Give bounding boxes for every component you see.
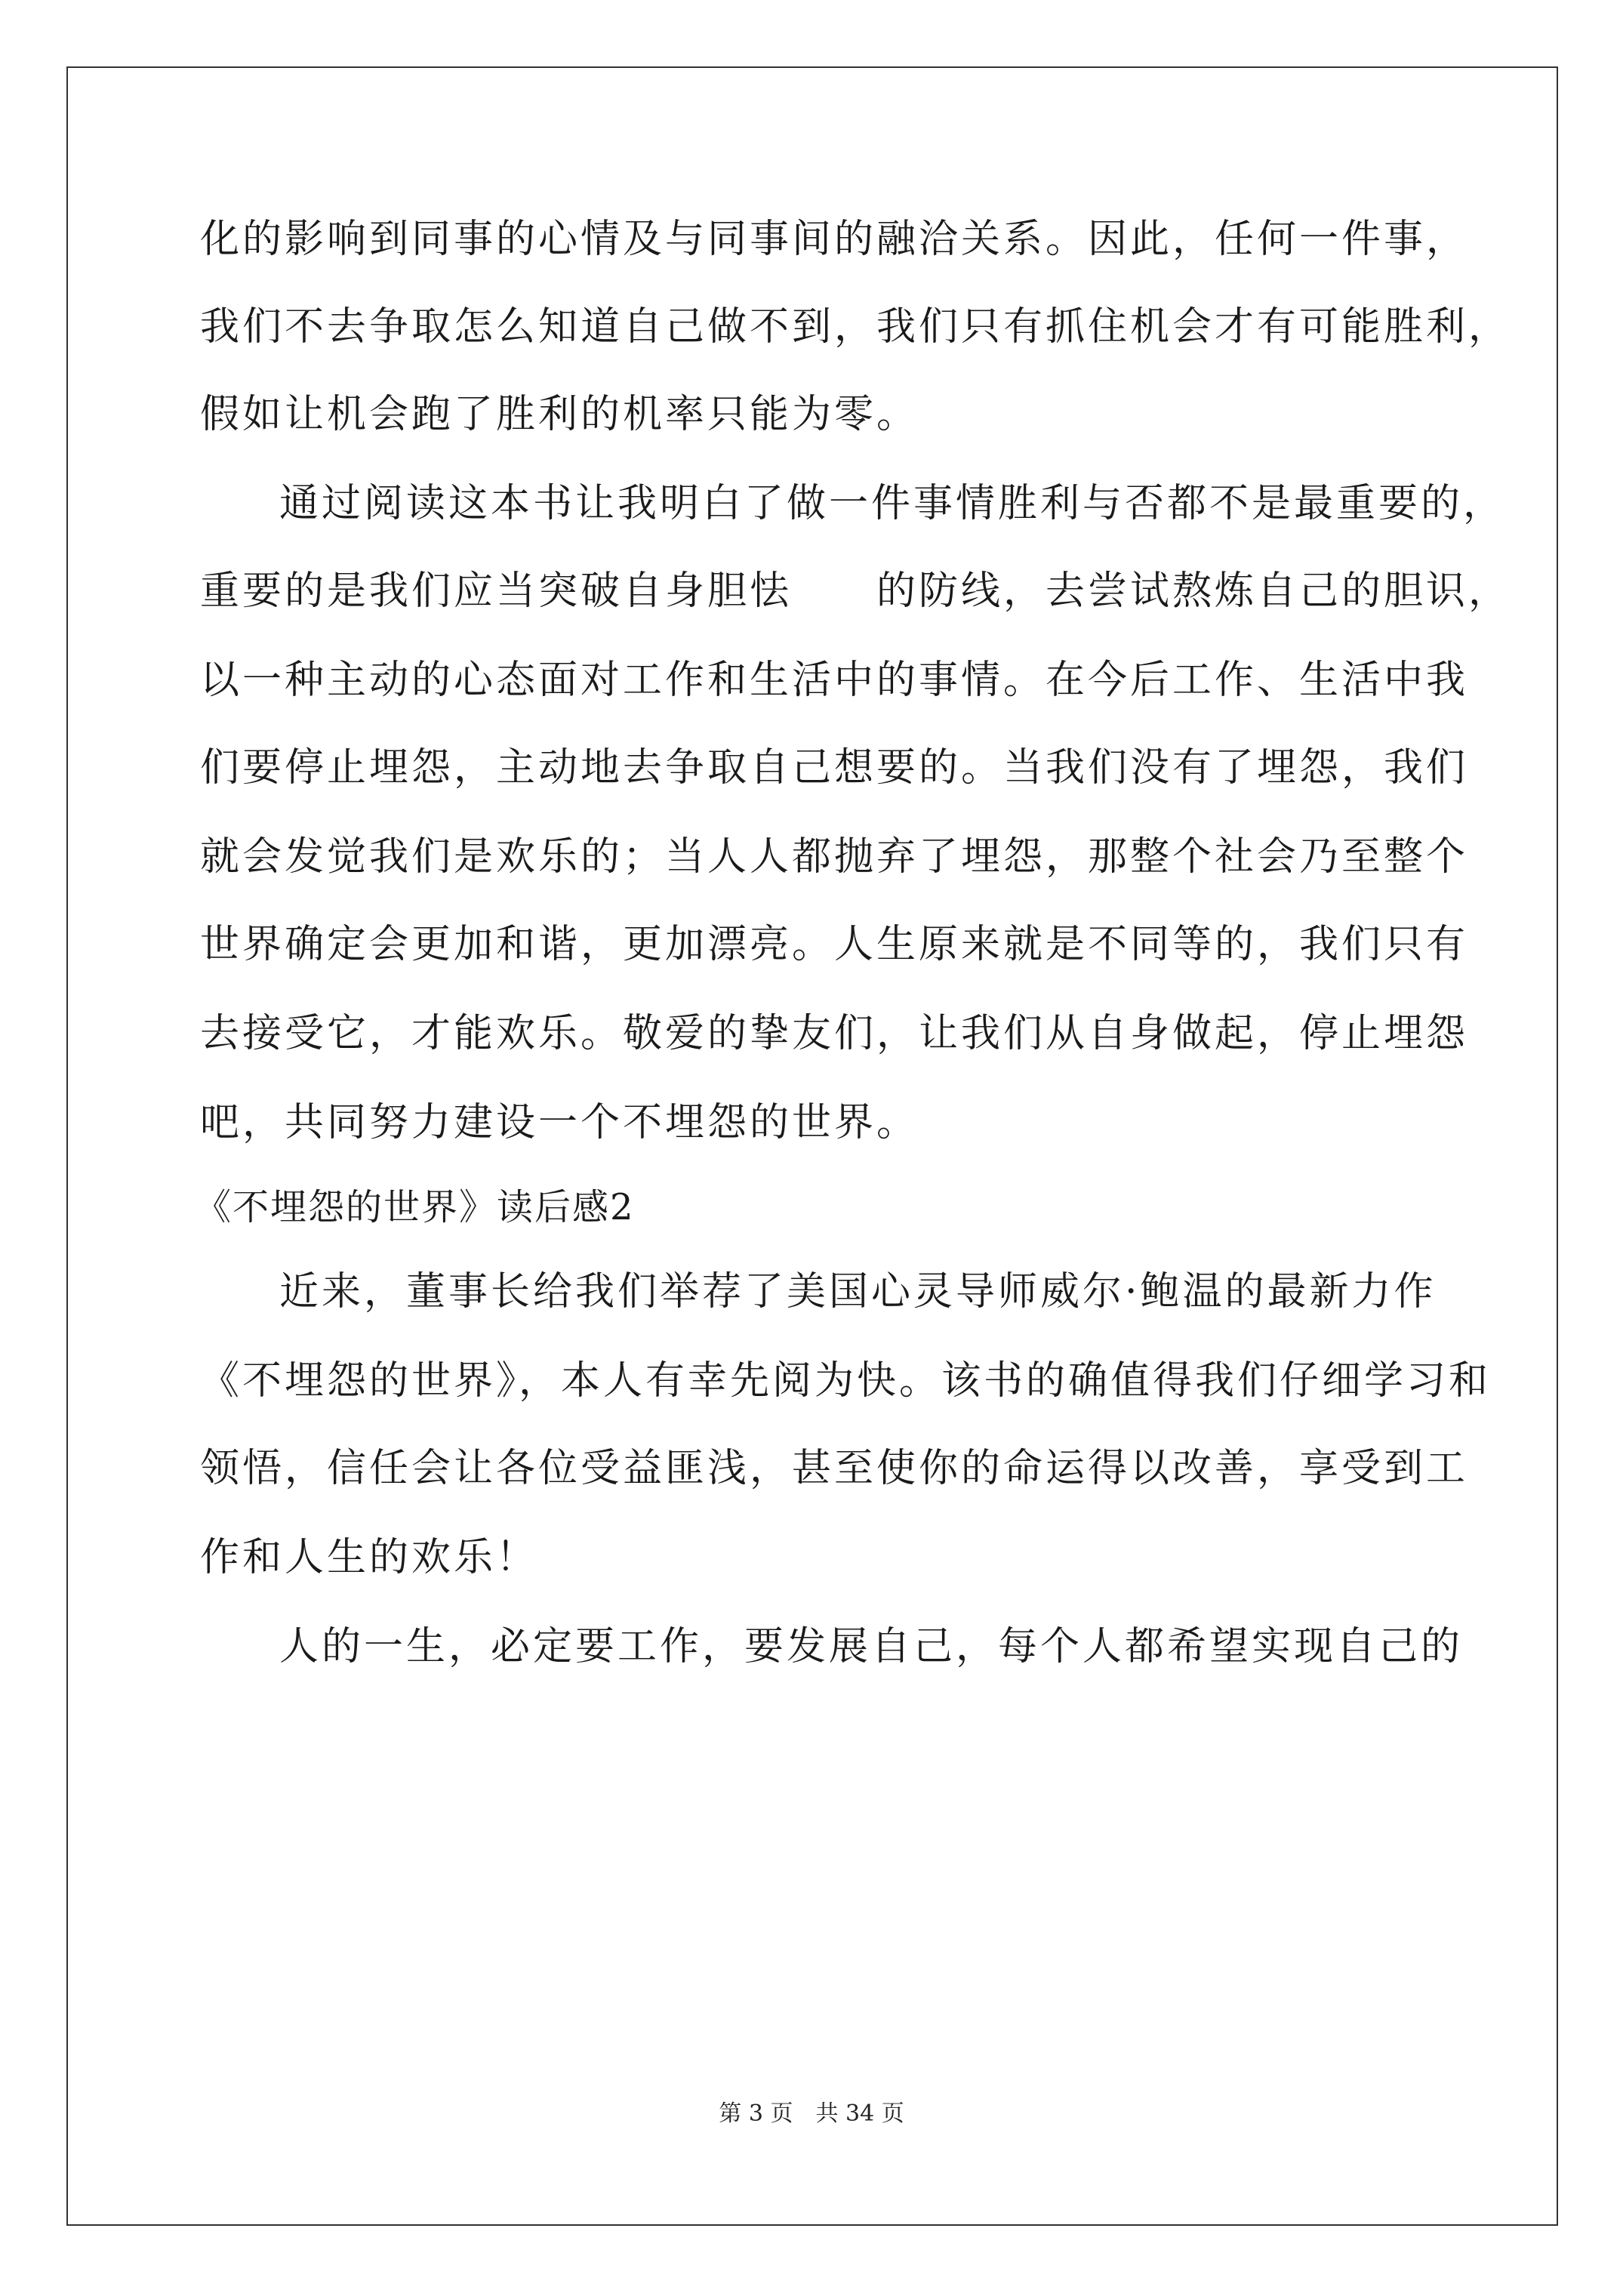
body-line: 近来，董事长给我们举荐了美国心灵导师威尔·鲍温的最新力作 bbox=[279, 1269, 1437, 1314]
body-line: 假如让机会跑了胜利的机率只能为零。 bbox=[200, 392, 919, 437]
body-line: 我们不去争取怎么知道自己做不到，我们只有抓住机会才有可能胜利， bbox=[200, 304, 1511, 350]
body-line: 去接受它，才能欢乐。敬爱的挚友们，让我们从自身做起，停止埋怨 bbox=[200, 1011, 1469, 1056]
body-line: 们要停止埋怨，主动地去争取自己想要的。当我们没有了埋怨，我们 bbox=[200, 745, 1469, 791]
body-line: 领悟，信任会让各位受益匪浅，甚至使你的命运得以改善，享受到工 bbox=[200, 1446, 1469, 1491]
page-footer bbox=[0, 2099, 1623, 2129]
body-line: 以一种主动的心态面对工作和生活中的事情。在今后工作、生活中我 bbox=[200, 658, 1469, 703]
section-title: 《不埋怨的世界》读后感2 bbox=[195, 1186, 635, 1228]
body-line: 重要的是我们应当突破自身胆怯 的防线，去尝试熬炼自己的胆识， bbox=[200, 569, 1511, 614]
body-line: 世界确定会更加和谐，更加漂亮。人生原来就是不同等的，我们只有 bbox=[200, 922, 1469, 967]
body-line: 就会发觉我们是欢乐的；当人人都抛弃了埋怨，那整个社会乃至整个 bbox=[200, 834, 1469, 880]
body-line: 作和人生的欢乐！ bbox=[200, 1535, 539, 1580]
page-total: 共 34 页 bbox=[815, 2100, 904, 2127]
body-line: 吧，共同努力建设一个不埋怨的世界。 bbox=[200, 1100, 919, 1145]
body-line: 化的影响到同事的心情及与同事间的融洽关系。因此，任何一件事， bbox=[200, 217, 1469, 262]
body-line: 《不埋怨的世界》，本人有幸先阅为快。该书的确值得我们仔细学习和 bbox=[200, 1358, 1492, 1404]
page-number: 第 3 页 bbox=[719, 2100, 793, 2127]
body-line: 人的一生，必定要工作，要发展自己，每个人都希望实现自己的 bbox=[279, 1624, 1464, 1669]
body-line: 通过阅读这本书让我明白了做一件事情胜利与否都不是最重要的， bbox=[279, 481, 1506, 526]
